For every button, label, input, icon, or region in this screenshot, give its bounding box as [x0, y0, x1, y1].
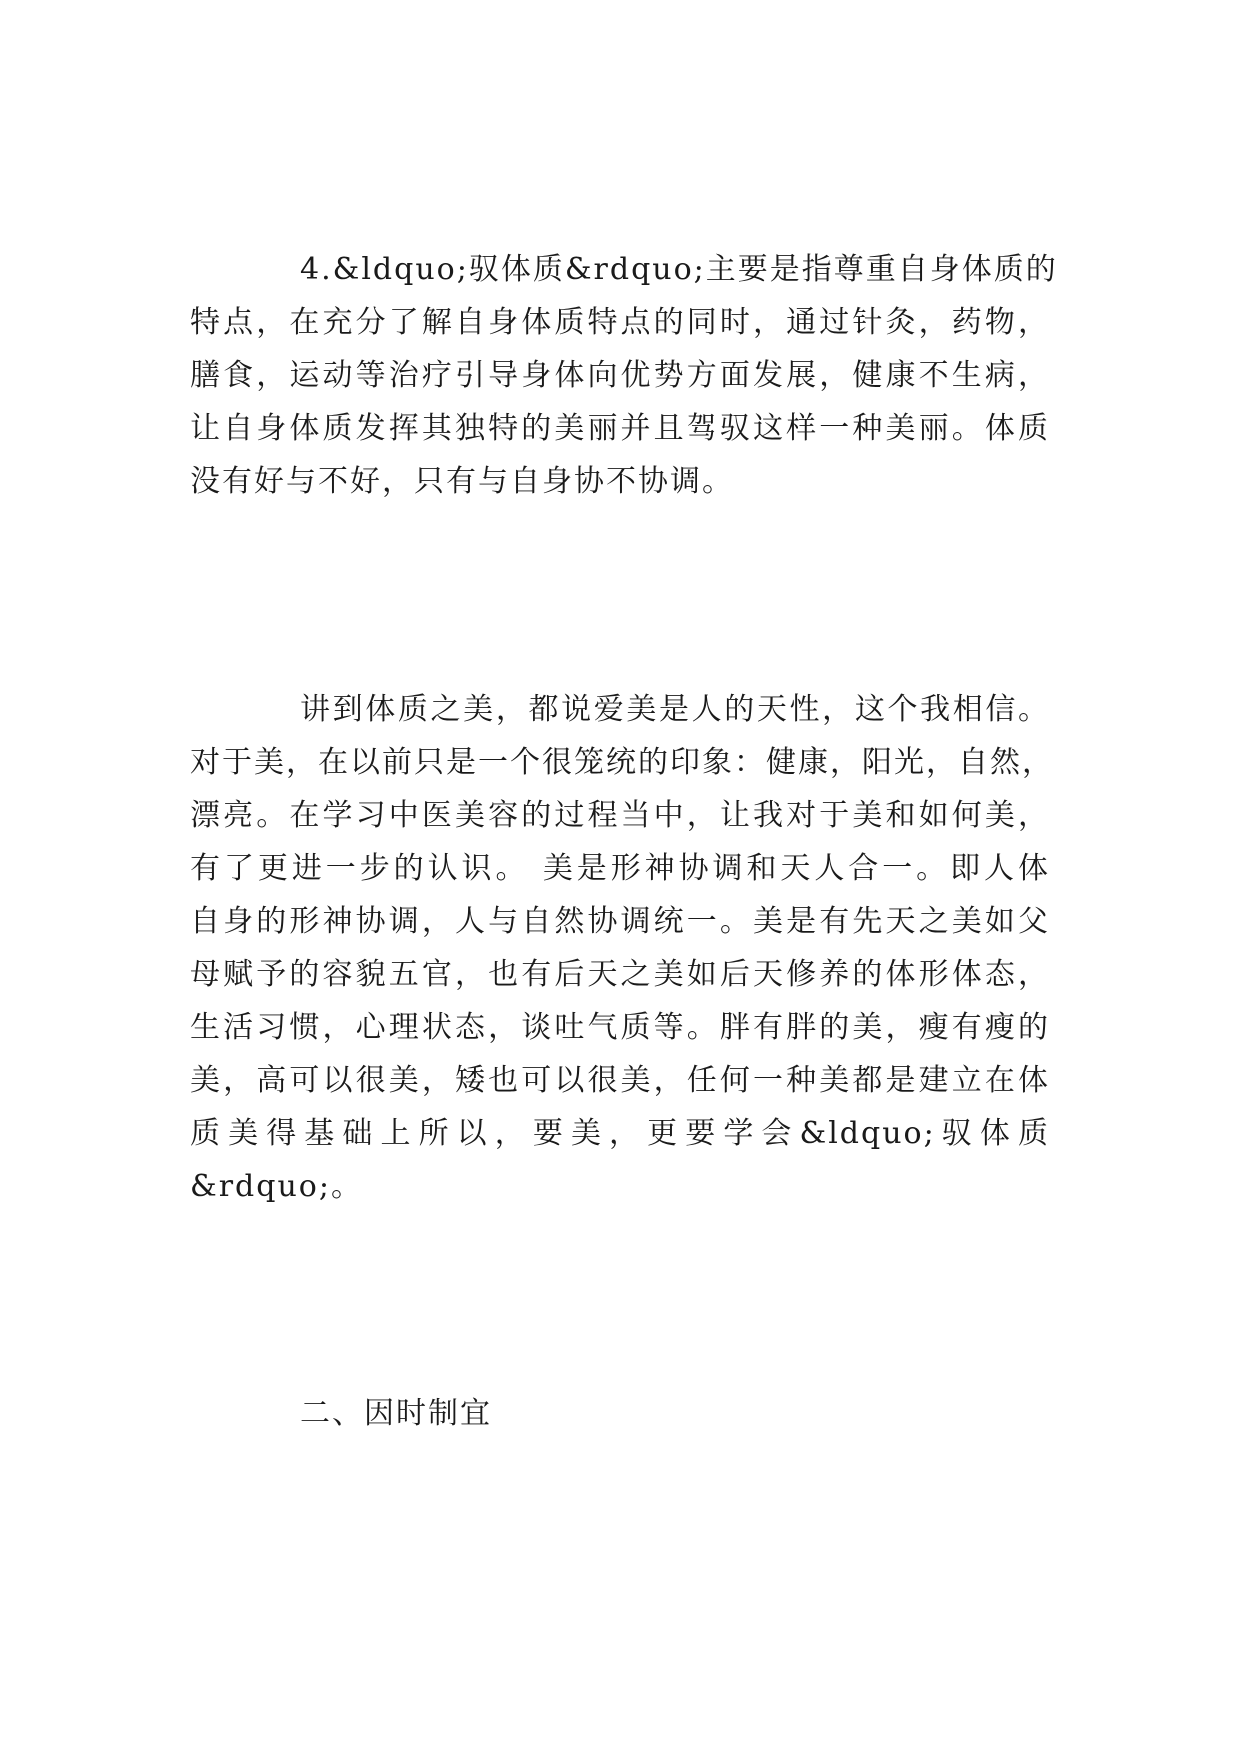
paragraph-2-line-10: &rdquo;。	[190, 1169, 363, 1204]
paragraph-2-line-8: 美，高可以很美，矮也可以很美，任何一种美都是建立在体	[190, 1063, 1050, 1098]
paragraph-1-line-4: 让自身体质发挥其独特的美丽并且驾驭这样一种美丽。体质	[190, 411, 1050, 446]
paragraph-2-line-3: 漂亮。在学习中医美容的过程当中，让我对于美和如何美，	[190, 798, 1050, 833]
paragraph-2-line-4: 有了更进一步的认识。 美是形神协调和天人合一。即人体	[190, 851, 1050, 886]
paragraph-1-line-1: 4.&ldquo;驭体质&rdquo;主要是指尊重自身体质的	[300, 252, 1058, 287]
paragraph-2-line-2: 对于美，在以前只是一个很笼统的印象：健康，阳光，自然，	[190, 745, 1054, 780]
paragraph-1-line-2: 特点，在充分了解自身体质特点的同时，通过针灸，药物，	[190, 305, 1050, 340]
paragraph-1-line-5: 没有好与不好，只有与自身协不协调。	[190, 464, 734, 499]
paragraph-2-line-7: 生活习惯，心理状态，谈吐气质等。胖有胖的美，瘦有瘦的	[190, 1010, 1050, 1045]
paragraph-2-line-6: 母赋予的容貌五官，也有后天之美如后天修养的体形体态，	[190, 957, 1050, 992]
paragraph-2-line-1: 讲到体质之美，都说爱美是人的天性，这个我相信。	[300, 692, 1050, 727]
paragraph-1-line-3: 膳食，运动等治疗引导身体向优势方面发展，健康不生病，	[190, 358, 1050, 393]
section-heading: 二、因时制宜	[300, 1396, 492, 1431]
paragraph-2-line-9: 质美得基础上所以，要美，更要学会&ldquo;驭体质	[190, 1116, 1050, 1151]
paragraph-2-line-5: 自身的形神协调，人与自然协调统一。美是有先天之美如父	[190, 904, 1050, 939]
